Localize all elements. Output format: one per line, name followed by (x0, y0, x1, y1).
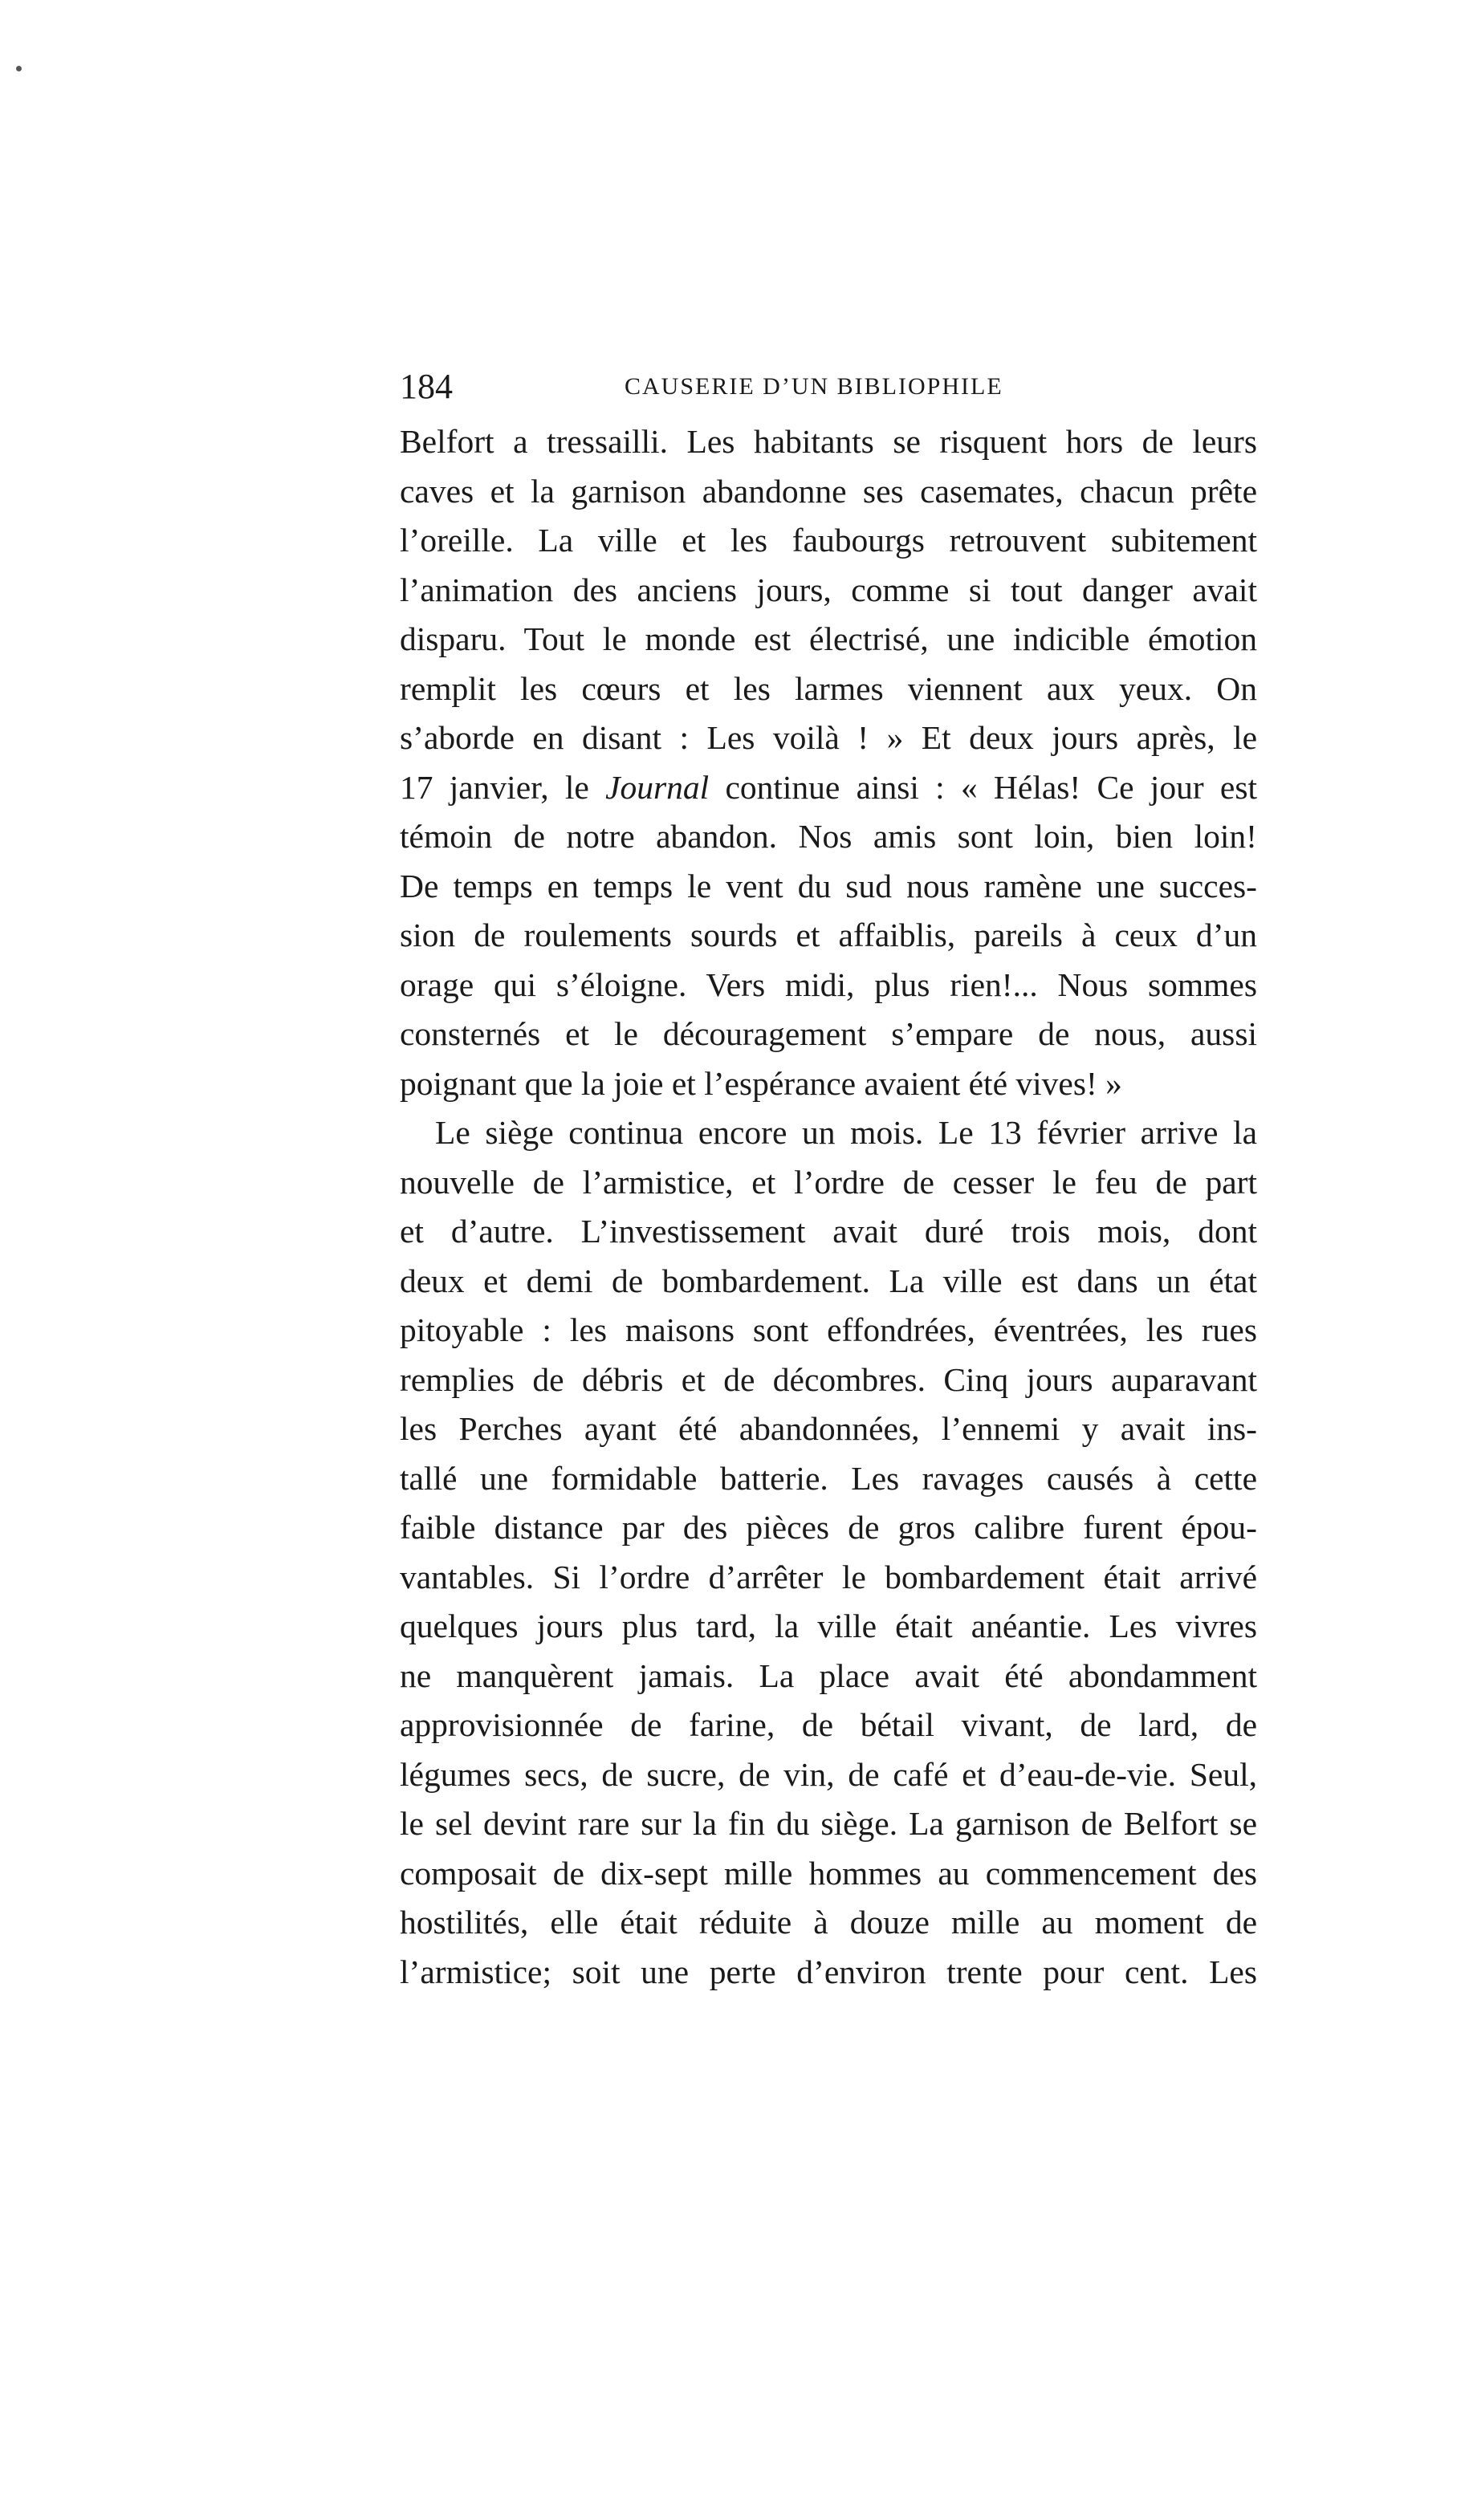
text-line: nouvelle de l’armistice, et l’ordre de cesser le feu de part (400, 1163, 1257, 1201)
page-header (400, 363, 1275, 411)
journal-title-italic: Journal (605, 768, 710, 806)
text-line: sion de roulements sourds et affaiblis, pareils à ceux d’un (400, 917, 1257, 953)
text-line: 17 janvier, le Journal continue ainsi : « Hélas! Ce jour est (400, 768, 1257, 806)
text-line: vantables. Si l’ordre d’arrêter le bombardement était arrivé (400, 1558, 1257, 1595)
margin-speck (16, 66, 22, 71)
text-line: deux et demi de bombardement. La ville est dans un état (400, 1262, 1257, 1299)
text-line: l’oreille. La ville et les faubourgs retrouvent subitement (400, 522, 1257, 559)
text-line: Le siège continua encore un mois. Le 13 février arrive la (435, 1114, 1257, 1151)
text-line: De temps en temps le vent du sud nous ramène une succes- (400, 867, 1257, 904)
text-line: disparu. Tout le monde est électrisé, une indicible émotion (400, 620, 1257, 657)
text-line: l’armistice; soit une perte d’environ trente pour cent. Les (400, 1953, 1257, 1990)
paragraph-1 (400, 417, 1257, 1108)
text-line: le sel devint rare sur la fin du siège. La garnison de Belfort se (400, 1805, 1257, 1842)
paragraph-2 (400, 1108, 1257, 1997)
text-line: composait de dix-sept mille hommes au commencement des (400, 1854, 1257, 1892)
text-line: ne manquèrent jamais. La place avait été abondamment (400, 1656, 1257, 1694)
text-line: témoin de notre abandon. Nos amis sont loin, bien loin! (400, 818, 1257, 855)
text-line: l’animation des anciens jours, comme si tout danger avait (400, 571, 1257, 608)
text-line: consternés et le découragement s’empare de nous, aussi (400, 1015, 1257, 1052)
text-line: approvisionnée de farine, de bétail vivant, de lard, de (400, 1706, 1257, 1743)
text-line: caves et la garnison abandonne ses casemates, chacun prête (400, 472, 1257, 510)
text-line: quelques jours plus tard, la ville était anéantie. Les vivres (400, 1608, 1257, 1644)
text-line: et d’autre. L’investissement avait duré trois mois, dont (400, 1213, 1257, 1250)
text-line: pitoyable : les maisons sont effondrées, éventrées, les rues (400, 1311, 1257, 1348)
text-line: orage qui s’éloigne. Vers midi, plus rien!... Nous sommes (400, 965, 1257, 1003)
body-text (400, 417, 1257, 1997)
text-line: Belfort a tressailli. Les habitants se risquent hors de leurs (400, 423, 1257, 460)
text-line: hostilités, elle était réduite à douze mille au moment de (400, 1904, 1257, 1941)
text-line: tallé une formidable batterie. Les ravages causés à cette (400, 1459, 1257, 1497)
text-line: remplit les cœurs et les larmes viennent aux yeux. On (400, 669, 1257, 707)
text-line: légumes secs, de sucre, de vin, de café et d’eau-de-vie. Seul, (400, 1755, 1257, 1793)
text-line: s’aborde en disant : Les voilà ! » Et deux jours après, le (400, 719, 1257, 756)
page-number: 184 (400, 367, 453, 406)
text-line: poignant que la joie et l’espérance avaient été vives! » (400, 1064, 1122, 1102)
text-line: faible distance par des pièces de gros calibre furent épou- (400, 1509, 1257, 1546)
text-line: les Perches ayant été abandonnées, l’ennemi y avait ins- (400, 1410, 1257, 1447)
text-line: remplies de débris et de décombres. Cinq jours auparavant (400, 1360, 1257, 1398)
running-title: CAUSERIE D’UN BIBLIOPHILE (625, 373, 1003, 400)
